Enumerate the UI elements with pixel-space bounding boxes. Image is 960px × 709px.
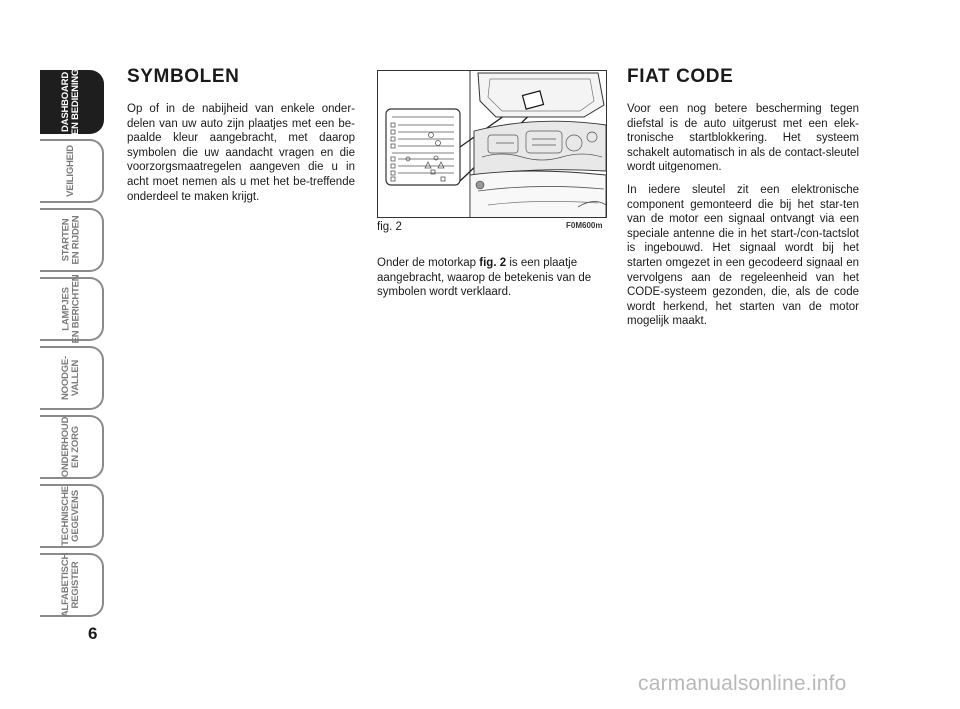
tab-label: ONDERHOUD EN ZORG (59, 416, 81, 478)
figure-code: F0M600m (566, 221, 603, 230)
tab-onderhoud-en-zorg[interactable] (40, 415, 104, 479)
tab-label: LAMPJES EN BERICHTEN (60, 274, 82, 344)
tab-alfabetisch-register[interactable] (40, 553, 104, 617)
tab-technische-gegevens[interactable] (40, 484, 104, 548)
tab-starten-en-rijden[interactable] (40, 208, 104, 272)
figure-caption-column (377, 66, 607, 308)
section-title: FIAT CODE (627, 66, 734, 87)
section-body: Op of in de nabijheid van enkele onder-delen van uw auto zijn plaatjes met een be-paalde kleur aangebracht, met daarop symbolen die uw aandacht vragen en die voorzorgsmaatregelen aangeven die u in acht moet nemen als u met het be-treffende onderdeel te maken krijgt. (127, 103, 355, 203)
caption-text-pre: Onder de motorkap (377, 257, 480, 269)
caption-text-post: is een plaatje aangebracht, waarop de betekenis van de symbolen wordt verklaard. (377, 257, 592, 299)
page-number: 6 (88, 624, 98, 643)
tab-dashboard-en-bediening[interactable] (40, 70, 104, 134)
caption-figure-ref: fig. 2 (479, 257, 507, 269)
watermark-text: carmanualsonline.info (638, 672, 847, 695)
tab-noodgevallen[interactable] (40, 346, 104, 410)
figure-label: fig. 2 (377, 221, 402, 233)
tab-label: TECHNISCHE GEGEVENS (59, 486, 81, 546)
tab-label: NOODGE- VALLEN (60, 356, 81, 400)
tab-label: VEILIGHEID (65, 145, 76, 197)
tab-label: STARTEN EN RIJDEN (59, 215, 81, 265)
section-symbolen (127, 66, 355, 212)
tab-label: ALFABETISCH REGISTER (60, 552, 81, 618)
section-fiat-code (627, 66, 859, 337)
section-paragraph: In iedere sleutel zit een elektronische component gemonteerd die bij het star-ten van de motor een signaal ontvangt via een speciale antenne die in het start-/con-tactslot is ingebouwd. Het signaal wordt bij het starten omgezet in een gecodeerd signaal en vervolgens aan de regeleenheid van het CODE-systeem gezonden, die, als de code wordt herkend, het starten van de motor mogelijk maakt. (627, 183, 859, 328)
section-paragraph: Voor een nog betere bescherming tegen diefstal is de auto uitgerust met een elek-tronische startblokkering. Het systeem schakelt automatisch in als de contact-sleutel wordt uitgenomen. (627, 103, 859, 174)
figure-caption (377, 256, 607, 300)
section-title: SYMBOLEN (127, 66, 240, 87)
tab-lampjes-en-berichten[interactable] (40, 274, 104, 344)
tab-label: DASHBOARD EN BEDIENING (60, 68, 82, 136)
tab-veiligheid[interactable] (40, 139, 104, 203)
